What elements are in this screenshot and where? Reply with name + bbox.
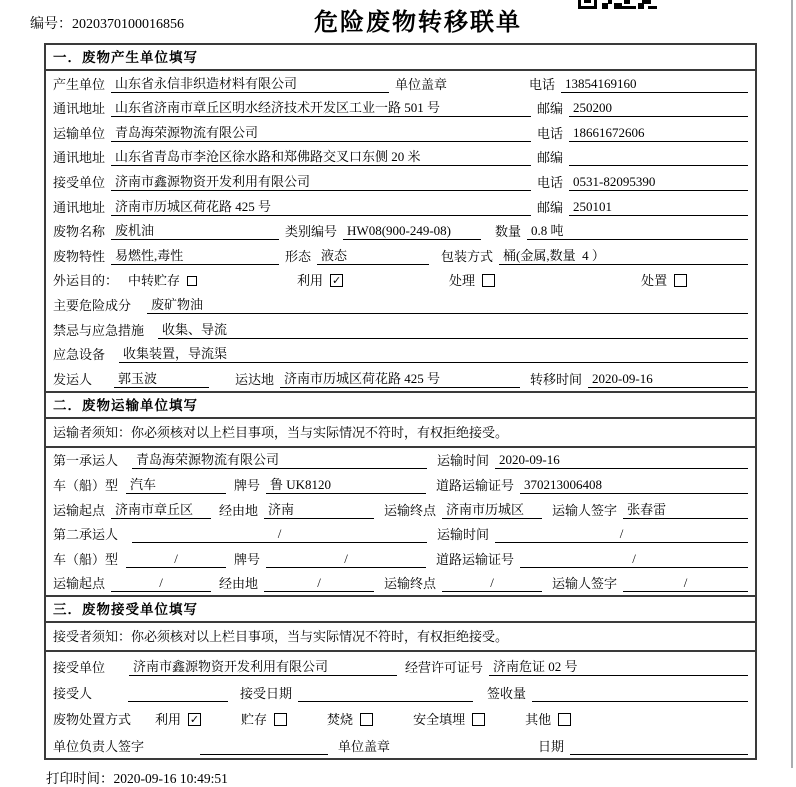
field-label: 外运目的： [53,273,119,289]
field-label: 经营许可证号 [405,659,484,675]
field-value: 济南市章丘区 [111,501,211,519]
field-value: 济南市历城区 [442,501,542,519]
form-row [46,120,755,145]
field-value: 2020-09-16 [588,370,748,388]
field-value: 山东省永信非织造材料有限公司 [111,75,389,93]
section-header: 三．废物接受单位填写 [46,597,755,623]
field-value: 250200 [569,99,748,117]
field-label: 通讯地址 [53,101,106,117]
field-value: 济南 [264,501,374,519]
field-label: 运输终点 [384,576,437,592]
section-header: 二．废物运输单位填写 [46,393,755,419]
field-label: 邮编 [537,150,564,166]
form-row [46,194,755,219]
field-value: 0531-82095390 [569,173,748,191]
field-label: 废物处置方式 [53,712,132,728]
checkbox-icon [187,276,197,286]
form-section [46,391,755,596]
field-value: 济南市鑫源物资开发利用有限公司 [111,173,531,191]
field-label: 车（船）型 [53,551,119,567]
checkbox-checked-icon: ✓ [189,713,200,727]
field-label: 电话 [529,76,556,92]
checkbox-icon [482,274,495,287]
field-value [200,738,328,755]
field-label: 产生单位 [53,76,106,92]
field-label: 第二承运人 [53,527,119,543]
field-value: 山东省青岛市李沧区徐水路和郑佛路交叉口东侧 20 米 [111,148,531,166]
field-label: 通讯地址 [53,150,106,166]
field-label: 经由地 [219,576,259,592]
field-value: / [520,550,748,568]
field-label: 发运人 [53,371,93,387]
field-value: 济南市鑫源物资开发利用有限公司 [129,658,397,676]
field-label: 运输人签字 [552,502,618,518]
field-value: 0.8 吨 [527,222,748,240]
field-label: 类别编号 [285,224,338,240]
form-row [46,472,755,497]
field-value: 桶(金属,数量 4 ） [499,247,748,265]
checkbox-label: 利用 [155,712,182,728]
form-row [46,652,755,678]
field-label: 道路运输证号 [436,477,515,493]
field-label: 转移时间 [530,371,583,387]
field-value [298,685,473,702]
checkbox-group [327,711,373,728]
field-label: 主要危险成分 [53,297,132,313]
field-label: 运输终点 [384,502,437,518]
field-value: 收集、导流 [158,321,748,339]
field-label: 接受日期 [240,686,293,702]
page-right-edge [791,0,793,768]
field-label: 运输人签字 [552,576,618,592]
field-label: 运达地 [235,371,275,387]
field-value: 收集装置，导流渠 [119,345,748,363]
checkbox-label: 处理 [449,273,476,289]
field-value: 2020-09-16 [495,451,748,469]
checkbox-group [128,272,197,289]
field-value: 370213006408 [520,476,748,494]
field-value: 易燃性,毒性 [111,247,279,265]
field-value [569,149,748,166]
checkbox-group [413,711,485,728]
field-label: 电话 [537,125,564,141]
field-label: 牌号 [234,551,261,567]
form-row [46,705,755,731]
notice-row: 接受者须知：你必须核对以上栏目事项，当与实际情况不符时，有权拒绝接受。 [46,623,755,652]
field-value: 13854169160 [561,75,748,93]
field-label: 车（船）型 [53,477,119,493]
page-header [0,0,796,43]
checkbox-icon [274,713,287,726]
field-label: 接受单位 [53,659,106,675]
field-label: 邮编 [537,199,564,215]
page-title: 危险废物转移联单 [314,10,522,36]
checkbox-icon [360,713,373,726]
field-value: / [623,574,748,592]
form-table [44,43,757,760]
form-row [46,522,755,547]
field-label: 数量 [495,224,522,240]
form-row [46,366,755,391]
form-section [46,595,755,758]
field-label: 经由地 [219,502,259,518]
form-row [46,546,755,571]
checkbox-group [449,272,495,289]
checkbox-group [641,272,687,289]
checkbox-label: 安全填埋 [413,712,466,728]
form-row [46,145,755,170]
field-value: / [442,574,542,592]
field-label: 牌号 [234,477,261,493]
form-row [46,679,755,705]
field-label: 单位盖章 [395,76,448,92]
field-label: 第一承运人 [53,453,119,469]
field-label: 接受人 [53,686,93,702]
form-row [46,731,755,757]
checkbox-group [525,711,571,728]
field-value: 汽车 [126,476,226,494]
field-label: 道路运输证号 [436,551,515,567]
checkbox-label: 焚烧 [327,712,354,728]
notice-row: 运输者须知：你必须核对以上栏目事项，当与实际情况不符时，有权拒绝接受。 [46,419,755,448]
form-row [46,292,755,317]
field-label: 签收量 [487,686,527,702]
form-row [46,96,755,121]
field-value: / [111,574,211,592]
field-label: 日期 [538,738,565,754]
field-value [128,685,228,702]
field-label: 运输单位 [53,125,106,141]
field-label: 废物特性 [53,248,106,264]
form-section [46,45,755,391]
field-label: 废物名称 [53,224,106,240]
field-value: / [495,525,748,543]
field-label: 邮编 [537,101,564,117]
field-value: / [264,574,374,592]
serial-value: 2020370100016856 [72,17,184,32]
checkbox-label: 中转贮存 [128,273,181,289]
field-value [570,738,748,755]
checkbox-icon [558,713,571,726]
field-value: / [126,550,226,568]
print-time-value: 2020-09-16 10:49:51 [113,770,228,786]
print-time-label: 打印时间： [46,770,114,786]
field-value [532,685,748,702]
form-row [46,268,755,293]
field-value: HW08(900-249-08) [343,222,481,240]
field-label: 运输起点 [53,502,106,518]
field-value: 18661672606 [569,124,748,142]
checkbox-label: 贮存 [241,712,268,728]
field-value: / [266,550,426,568]
form-row [46,317,755,342]
field-value: 济南危证 02 号 [489,658,748,676]
checkbox-checked-icon: ✓ [331,274,342,288]
form-row [46,243,755,268]
form-row [46,342,755,367]
checkbox-group [297,272,343,289]
field-label: 禁忌与应急措施 [53,322,145,338]
field-value: 青岛海荣源物流有限公司 [132,451,427,469]
field-label: 单位盖章 [338,738,391,754]
field-label: 应急设备 [53,347,106,363]
checkbox-label: 处置 [641,273,668,289]
field-label: 形态 [285,248,312,264]
field-value: 青岛海荣源物流有限公司 [111,124,531,142]
field-label: 运输时间 [437,453,490,469]
field-label: 通讯地址 [53,199,106,215]
field-label: 包装方式 [441,248,494,264]
field-value: 张春雷 [623,501,748,519]
field-value: 废矿物油 [147,296,748,314]
field-label: 运输时间 [437,527,490,543]
checkbox-icon [674,274,687,287]
field-value: 液态 [317,247,429,265]
field-label: 电话 [537,174,564,190]
field-value: 山东省济南市章丘区明水经济技术开发区工业一路 501 号 [111,99,531,117]
field-label: 接受单位 [53,174,106,190]
field-value: 济南市历城区荷花路 425 号 [111,198,531,216]
form-row [46,71,755,96]
field-value: 250101 [569,198,748,216]
field-value: 济南市历城区荷花路 425 号 [280,370,520,388]
form-row [46,219,755,244]
checkbox-label: 其他 [525,712,552,728]
field-value: 废机油 [111,222,279,240]
form-row [46,169,755,194]
form-row [46,448,755,473]
section-header: 一．废物产生单位填写 [46,45,755,71]
checkbox-label: 利用 [297,273,324,289]
checkbox-group [241,711,287,728]
field-value: 郭玉波 [114,370,209,388]
field-value: 鲁 UK8120 [266,476,426,494]
qr-code-partial-icon [578,0,658,9]
form-row [46,497,755,522]
field-value: / [132,525,427,543]
checkbox-group [155,711,201,728]
field-label: 单位负责人签字 [53,738,145,754]
serial-label: 编号： [30,17,72,32]
print-time [46,767,796,787]
checkbox-icon [472,713,485,726]
field-label: 运输起点 [53,576,106,592]
form-row [46,571,755,596]
